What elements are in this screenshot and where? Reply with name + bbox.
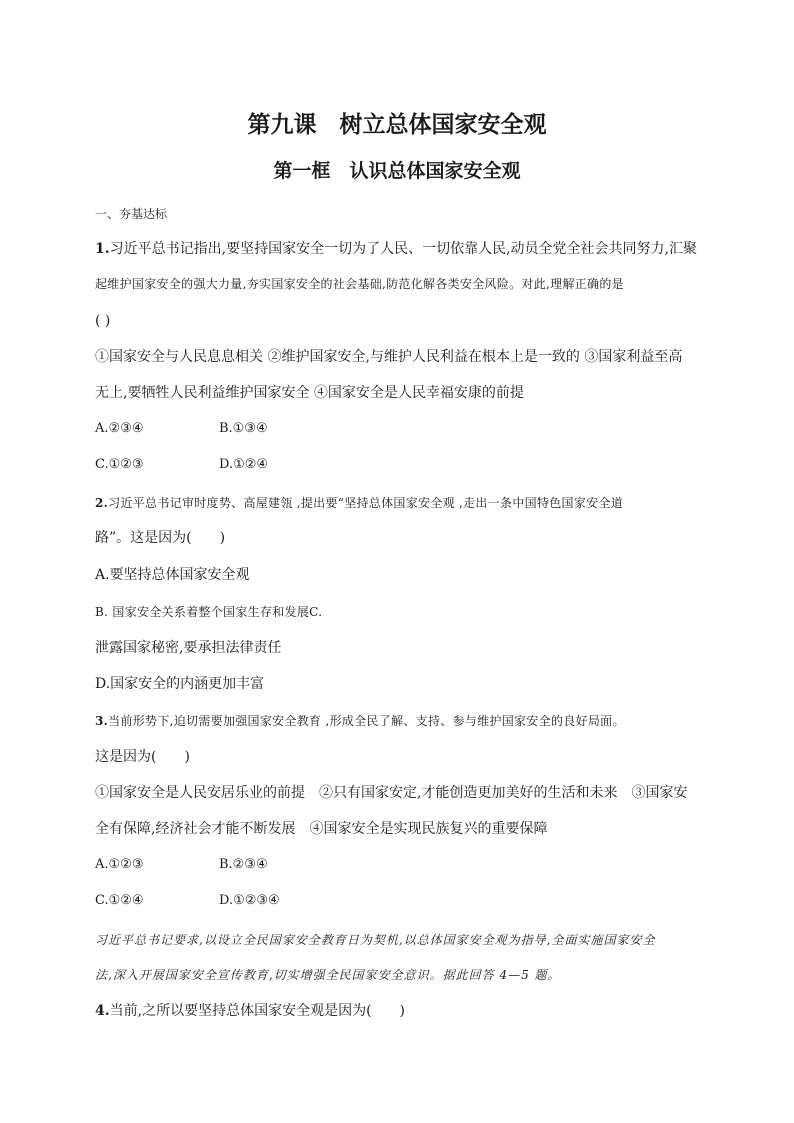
question-1-line-3: ( ) (95, 313, 111, 329)
question-2-option-b[interactable]: B. 国家安全关系着整个国家生存和发展C. (95, 605, 323, 619)
question-1-option-c[interactable]: C.①②③ (95, 457, 144, 472)
exercise-section-heading: 一、夯基达标 (95, 207, 168, 221)
question-2-option-a[interactable]: A.要坚持总体国家安全观 (95, 567, 250, 583)
question-1-option-d[interactable]: D.①②④ (219, 457, 269, 472)
question-4-number: 4. (95, 1003, 110, 1019)
question-3-statements-line-1: ①国家安全是人民安居乐业的前提 ②只有国家安定,才能创造更加美好的生活和未来 ③国家安 (95, 785, 688, 801)
material-line-1: 习近平总书记要求,以设立全民国家安全教育日为契机,以总体国家安全观为指导,全面实施国家安全 (95, 933, 656, 947)
question-3-option-c[interactable]: C.①②④ (95, 893, 144, 908)
section-title: 第一框 认识总体国家安全观 (273, 160, 521, 182)
question-3-line-2: 这是因为( ) (95, 749, 190, 765)
question-3-option-a[interactable]: A.①②③ (95, 857, 144, 872)
question-1-statements-line-2: 无上,要牺牲人民利益维护国家安全 ④国家安全是人民幸福安康的前提 (95, 385, 524, 401)
question-2-number: 2. (95, 496, 109, 510)
question-1-text: 习近平总书记指出,要坚持国家安全一切为了人民、一切依靠人民,动员全党全社会共同努力,汇聚 (109, 241, 697, 257)
question-1-number: 1. (95, 241, 110, 257)
question-4-text: 当前,之所以要坚持总体国家安全观是因为( ) (109, 1003, 405, 1019)
question-3-option-d[interactable]: D.①②③④ (219, 893, 280, 908)
question-2-option-d[interactable]: D.国家安全的内涵更加丰富 (95, 676, 265, 692)
question-1-option-a[interactable]: A.②③④ (95, 421, 144, 436)
material-line-2: 法,深入开展国家安全宣传教育,切实增强全民国家安全意识。据此回答 4—5 题。 (95, 968, 561, 982)
question-4-line-1 (95, 1002, 405, 1020)
question-1-line-2: 起维护国家安全的强大力量,夯实国家安全的社会基础,防范化解各类安全风险。对此,理解正确的是 (95, 277, 624, 291)
question-3-statements-line-2: 全有保障,经济社会才能不断发展 ④国家安全是实现民族复兴的重要保障 (95, 821, 548, 837)
question-3-line-1 (95, 712, 625, 730)
question-3-text: 当前形势下,迫切需要加强国家安全教育 ,形成全民了解、支持、参与维护国家安全的良好局面。 (108, 714, 625, 728)
question-1-statements-line-1: ①国家安全与人民息息相关 ②维护国家安全,与维护人民利益在根本上是一致的 ③国家利益至高 (95, 349, 683, 365)
question-3-number: 3. (95, 714, 109, 728)
lesson-title: 第九课 树立总体国家安全观 (247, 112, 547, 138)
question-1-option-b[interactable]: B.①③④ (219, 421, 268, 436)
question-2-option-c[interactable]: 泄露国家秘密,要承担法律责任 (95, 640, 282, 656)
question-1-line-1 (95, 240, 697, 258)
question-3-option-b[interactable]: B.②③④ (219, 857, 268, 872)
question-2-line-2: 路”。这是因为( ) (95, 530, 226, 546)
question-2-line-1 (95, 494, 623, 512)
question-2-text: 习近平总书记审时度势、高屋建瓴 ,提出要“坚持总体国家安全观 ,走出一条中国特色国家安全道 (108, 496, 624, 510)
